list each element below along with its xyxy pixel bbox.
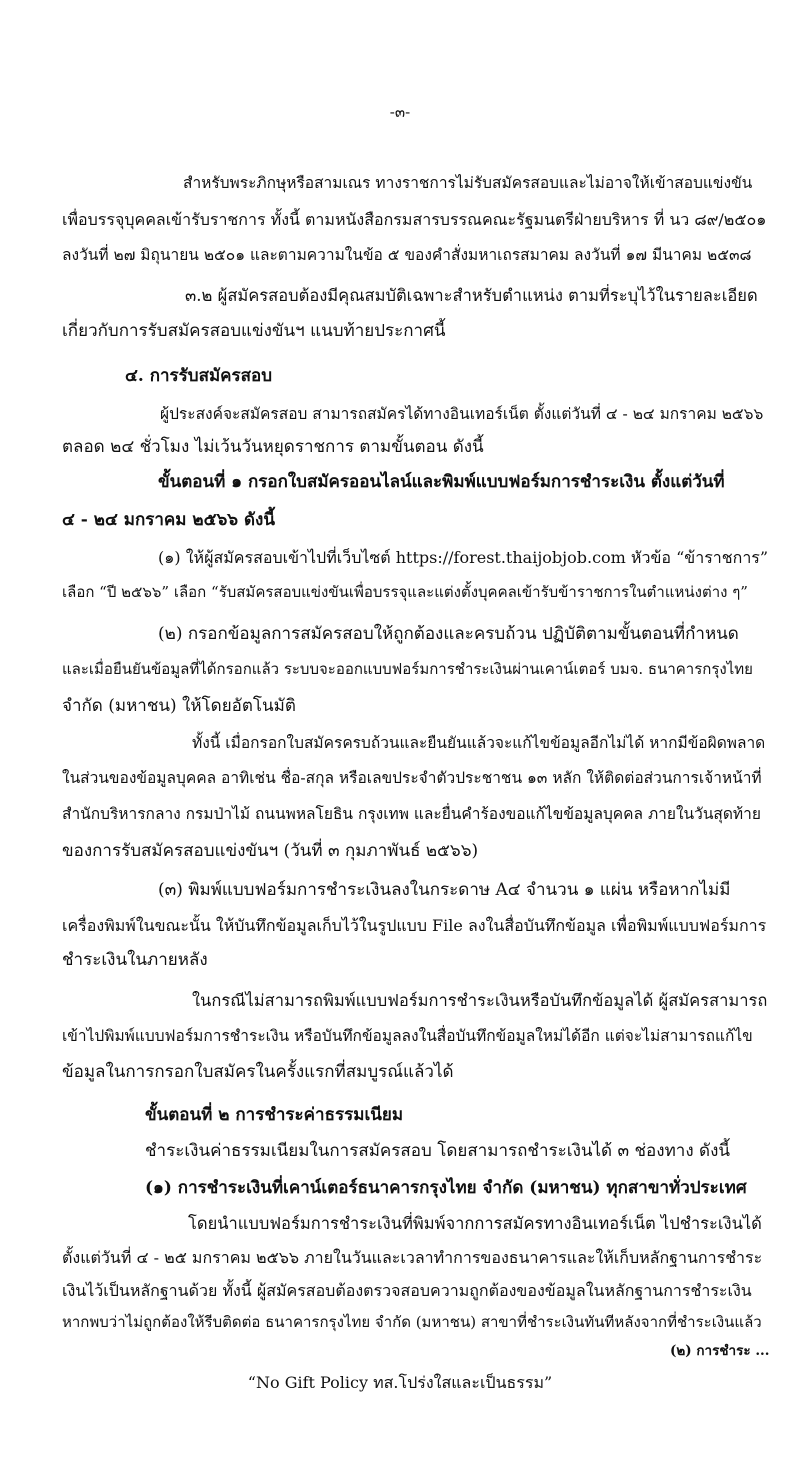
para1-line2: เพื่อบรรจุบุคคลเข้ารับราชการ ทั้งนี้ ตามหนังสือกรมสารบรรณคณะรัฐมนตรีฝ่ายบริหาร ที่ นว ๘๙/๒๕๐๑ — [62, 210, 767, 229]
note1-line2: ในส่วนของข้อมูลบุคคล อาทิเช่น ชื่อ-สกุล หรือเลขประจำตัวประชาชน ๑๓ หลัก ให้ติดต่อส่วนการเจ้าหน้าที่ — [62, 769, 762, 787]
para1-line3: ลงวันที่ ๒๗ มิถุนายน ๒๕๐๑ และตามความในข้อ ๕ ของคำสั่งมหาเถรสมาคม ลงวันที่ ๑๗ มีนาคม ๒๕๓๘ — [62, 246, 752, 264]
note2-line3: ข้อมูลในการกรอกใบสมัครในครั้งแรกที่สมบูรณ์แล้วได้ — [62, 1062, 454, 1082]
note2-line2: เข้าไปพิมพ์แบบฟอร์มการชำระเงิน หรือบันทึกข้อมูลลงในสื่อบันทึกข้อมูลใหม่ได้อีก แต่จะไม่สามารถแก้ไข — [62, 1027, 753, 1045]
item2-line3: จำกัด (มหาชน) ให้โดยอัตโนมัติ — [62, 696, 296, 716]
step1-heading-line1: ขั้นตอนที่ ๑ กรอกใบสมัครออนไลน์และพิมพ์แบบฟอร์มการชำระเงิน ตั้งแต่วันที่ — [158, 472, 725, 492]
step1-heading-line2: ๔ - ๒๔ มกราคม ๒๕๖๖ ดังนี้ — [62, 510, 275, 530]
page-number: -๓- — [389, 103, 411, 121]
item1-line2: เลือก “ปี ๒๕๖๖” เลือก “รับสมัครสอบแข่งขันเพื่อบรรจุและแต่งตั้งบุคคลเข้ารับข้าราชการในตำแหน่งต่าง ๆ” — [62, 583, 748, 601]
footer-policy: “No Gift Policy ทส.โปร่งใสและเป็นธรรม” — [247, 1373, 553, 1392]
item2-line1: (๒) กรอกข้อมูลการสมัครสอบให้ถูกต้องและครบถ้วน ปฏิบัติตามขั้นตอนที่กำหนด — [158, 624, 739, 644]
note2-line1: ในกรณีไม่สามารถพิมพ์แบบฟอร์มการชำระเงินหรือบันทึกข้อมูลได้ ผู้สมัครสามารถ — [192, 991, 768, 1010]
note1-line3: สำนักบริหารกลาง กรมป่าไม้ ถนนพหลโยธิน กรุงเทพ และยื่นคำร้องขอแก้ไขข้อมูลบุคคล ภายในวันสุดท้าย — [62, 805, 761, 823]
continuation-marker: (๒) การชำระ ... — [670, 1343, 770, 1359]
step2-heading: ขั้นตอนที่ ๒ การชำระค่าธรรมเนียม — [145, 1105, 404, 1125]
payment-option1-heading: (๑) การชำระเงินที่เคาน์เตอร์ธนาคารกรุงไทย จำกัด (มหาชน) ทุกสาขาทั่วประเทศ — [145, 1178, 747, 1198]
para1-line1: สำหรับพระภิกษุหรือสามเณร ทางราชการไม่รับสมัครสอบและไม่อาจให้เข้าสอบแข่งขัน — [183, 174, 753, 192]
item1-line1: (๑) ให้ผู้สมัครสอบเข้าไปที่เว็บไซต์ https://forest.thaijobjob.com หัวข้อ “ข้าราชการ” — [158, 548, 769, 567]
item3-line3: ชำระเงินในภายหลัง — [62, 950, 208, 970]
payment-option1-line1: โดยนำแบบฟอร์มการชำระเงินที่พิมพ์จากการสมัครทางอินเทอร์เน็ต ไปชำระเงินได้ — [188, 1214, 762, 1233]
section-heading-applications: ๔. การรับสมัครสอบ — [125, 366, 273, 386]
para2-line1: ๓.๒ ผู้สมัครสอบต้องมีคุณสมบัติเฉพาะสำหรับตำแหน่ง ตามที่ระบุไว้ในรายละเอียด — [185, 286, 758, 305]
item3-line1: (๓) พิมพ์แบบฟอร์มการชำระเงินลงในกระดาษ A๔ จำนวน ๑ แผ่น หรือหากไม่มี — [158, 880, 731, 900]
para3-line2: ตลอด ๒๔ ชั่วโมง ไม่เว้นวันหยุดราชการ ตามขั้นตอน ดังนี้ — [62, 437, 484, 457]
item2-line2: และเมื่อยืนยันข้อมูลที่ได้กรอกแล้ว ระบบจะออกแบบฟอร์มการชำระเงินผ่านเคาน์เตอร์ บมจ. ธนาคารกรุงไทย — [62, 660, 753, 678]
payment-option1-line2: ตั้งแต่วันที่ ๔ - ๒๕ มกราคม ๒๕๖๖ ภายในวันและเวลาทำการของธนาคารและให้เก็บหลักฐานการชำระ — [62, 1248, 763, 1267]
step2-intro: ชำระเงินค่าธรรมเนียมในการสมัครสอบ โดยสามารถชำระเงินได้ ๓ ช่องทาง ดังนี้ — [145, 1141, 730, 1161]
item3-line2: เครื่องพิมพ์ในขณะนั้น ให้บันทึกข้อมูลเก็บไว้ในรูปแบบ File ลงในสื่อบันทึกข้อมูล เพื่อพิมพ์แบบฟอร์มการ — [62, 916, 767, 935]
note1-line4: ของการรับสมัครสอบแข่งขันฯ (วันที่ ๓ กุมภาพันธ์ ๒๕๖๖) — [62, 841, 479, 861]
payment-option1-line4: หากพบว่าไม่ถูกต้องให้รีบติดต่อ ธนาคารกรุงไทย จำกัด (มหาชน) สาขาที่ชำระเงินทันทีหลังจากที่ชำระเงินแล้ว — [62, 1313, 762, 1331]
para3-line1: ผู้ประสงค์จะสมัครสอบ สามารถสมัครได้ทางอินเทอร์เน็ต ตั้งแต่วันที่ ๔ - ๒๔ มกราคม ๒๕๖๖ — [160, 405, 764, 423]
note1-line1: ทั้งนี้ เมื่อกรอกใบสมัครครบถ้วนและยืนยันแล้วจะแก้ไขข้อมูลอีกไม่ได้ หากมีข้อผิดพลาด — [192, 734, 766, 752]
para2-line2: เกี่ยวกับการรับสมัครสอบแข่งขันฯ แนบท้ายประกาศนี้ — [62, 321, 446, 341]
payment-option1-line3: เงินไว้เป็นหลักฐานด้วย ทั้งนี้ ผู้สมัครสอบต้องตรวจสอบความถูกต้องของข้อมูลในหลักฐานการชำระเงิน — [62, 1281, 752, 1300]
